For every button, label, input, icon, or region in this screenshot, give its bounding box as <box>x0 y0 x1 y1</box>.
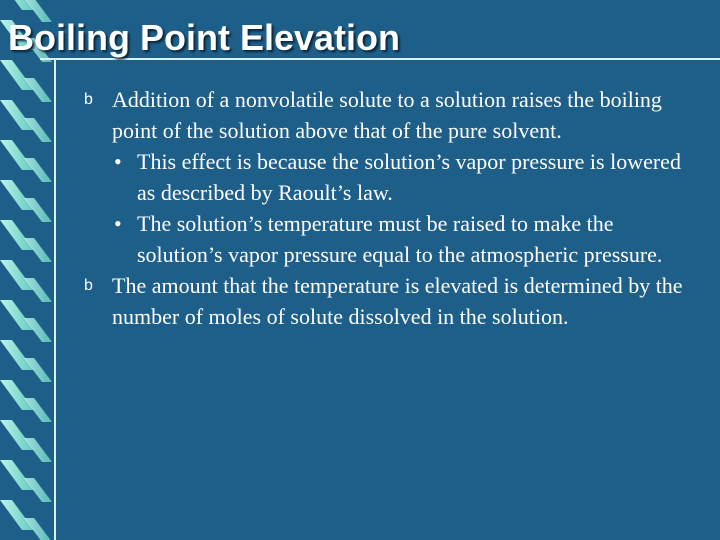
decorative-stripes <box>0 0 60 540</box>
sub-bullet-marker: • <box>114 211 122 236</box>
bullet-marker: b <box>84 277 93 294</box>
stripe-shape <box>0 380 34 410</box>
stripe-shape <box>0 300 34 330</box>
sub-bullet-marker: • <box>114 149 122 174</box>
stripe-shape <box>0 180 34 210</box>
sub-bullet-text: This effect is because the solution’s vapor pressure is lowered as described by Raoult’s law. <box>137 149 681 205</box>
stripe-shape <box>0 460 34 490</box>
stripe-shape <box>0 260 34 290</box>
bullet-marker: b <box>84 91 93 108</box>
sub-bullet-text: The solution’s temperature must be raised to make the solution’s vapor pressure equal to the atmospheric pressure. <box>137 211 663 267</box>
stripe-shape <box>0 140 34 170</box>
stripe-shape <box>0 220 34 250</box>
vertical-rule <box>54 58 56 540</box>
stripe-shape <box>0 500 34 530</box>
slide-title: Boiling Point Elevation <box>8 17 401 58</box>
slide-content <box>80 84 700 332</box>
bullet-text: The amount that the temperature is elevated is determined by the number of moles of solute dissolved in the solution. <box>112 273 683 329</box>
stripe-shape <box>0 60 34 90</box>
bullet-item <box>80 84 700 146</box>
sub-bullet-item <box>80 208 700 270</box>
sub-bullet-item <box>80 146 700 208</box>
stripe-shape <box>0 420 34 450</box>
stripe-shape <box>0 100 34 130</box>
bullet-item <box>80 270 700 332</box>
bullet-text: Addition of a nonvolatile solute to a solution raises the boiling point of the solution above that of the pure solvent. <box>112 87 662 143</box>
stripe-shape <box>0 340 34 370</box>
